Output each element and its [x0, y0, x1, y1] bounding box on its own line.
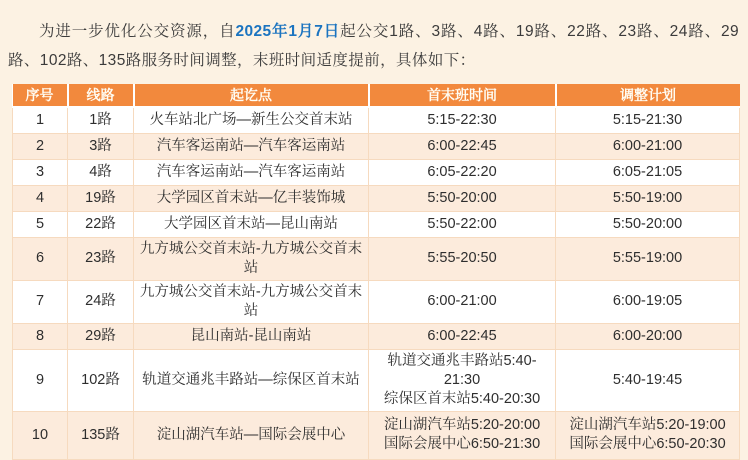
header-endpoints: 起讫点	[134, 84, 369, 107]
cell-adjustment-plan: 淀山湖汽车站5:20-19:00 国际会展中心6:50-20:30	[556, 411, 740, 459]
cell-route: 3路	[68, 133, 134, 159]
table-row	[13, 185, 740, 211]
cell-endpoints: 大学园区首末站—昆山南站	[134, 211, 369, 237]
table-row	[13, 280, 740, 323]
cell-serial-number: 10	[13, 411, 68, 459]
cell-first-last-times: 轨道交通兆丰路站5:40-21:30 综保区首末站5:40-20:30	[369, 349, 556, 411]
cell-route: 22路	[68, 211, 134, 237]
cell-route: 23路	[68, 237, 134, 280]
cell-endpoints: 轨道交通兆丰路站—综保区首末站	[134, 349, 369, 411]
cell-endpoints: 汽车客运南站—汽车客运南站	[134, 133, 369, 159]
table-row	[13, 323, 740, 349]
intro-text-before: 为进一步优化公交资源，自	[39, 23, 236, 40]
cell-serial-number: 5	[13, 211, 68, 237]
cell-route: 135路	[68, 411, 134, 459]
cell-first-last-times: 5:15-22:30	[369, 107, 556, 133]
cell-first-last-times: 6:00-21:00	[369, 280, 556, 323]
cell-route: 102路	[68, 349, 134, 411]
cell-endpoints: 九方城公交首末站-九方城公交首末站	[134, 237, 369, 280]
cell-endpoints: 汽车客运南站—汽车客运南站	[134, 159, 369, 185]
cell-endpoints: 火车站北广场—新生公交首末站	[134, 107, 369, 133]
header-first-last-times: 首末班时间	[369, 84, 556, 107]
table-row	[13, 107, 740, 133]
cell-serial-number: 3	[13, 159, 68, 185]
table-row	[13, 237, 740, 280]
cell-first-last-times: 6:05-22:20	[369, 159, 556, 185]
table-header-row	[13, 84, 740, 107]
table-row	[13, 133, 740, 159]
header-adjustment-plan: 调整计划	[556, 84, 740, 107]
table-row	[13, 349, 740, 411]
cell-first-last-times: 5:50-22:00	[369, 211, 556, 237]
cell-adjustment-plan: 5:50-19:00	[556, 185, 740, 211]
cell-serial-number: 9	[13, 349, 68, 411]
cell-endpoints: 九方城公交首末站-九方城公交首末站	[134, 280, 369, 323]
cell-route: 4路	[68, 159, 134, 185]
cell-first-last-times: 6:00-22:45	[369, 323, 556, 349]
cell-serial-number: 8	[13, 323, 68, 349]
cell-route: 1路	[68, 107, 134, 133]
header-route: 线路	[68, 84, 134, 107]
cell-endpoints: 大学园区首末站—亿丰装饰城	[134, 185, 369, 211]
header-serial-number: 序号	[13, 84, 68, 107]
cell-adjustment-plan: 5:15-21:30	[556, 107, 740, 133]
cell-serial-number: 2	[13, 133, 68, 159]
cell-adjustment-plan: 5:55-19:00	[556, 237, 740, 280]
cell-endpoints: 淀山湖汽车站—国际会展中心	[134, 411, 369, 459]
intro-text-after: 起公交1路、3路、4路、19路、22路、23路、24路、29路、102路、135路服务时间调整，末班时间适度提前，具体如下：	[8, 23, 739, 69]
cell-serial-number: 1	[13, 107, 68, 133]
effective-date: 2025年1月7日	[235, 23, 341, 40]
cell-adjustment-plan: 5:40-19:45	[556, 349, 740, 411]
cell-adjustment-plan: 6:00-20:00	[556, 323, 740, 349]
cell-serial-number: 4	[13, 185, 68, 211]
cell-first-last-times: 6:00-22:45	[369, 133, 556, 159]
cell-first-last-times: 5:55-20:50	[369, 237, 556, 280]
cell-route: 24路	[68, 280, 134, 323]
cell-serial-number: 6	[13, 237, 68, 280]
cell-route: 29路	[68, 323, 134, 349]
cell-route: 19路	[68, 185, 134, 211]
table-row	[13, 411, 740, 459]
cell-adjustment-plan: 6:05-21:05	[556, 159, 740, 185]
cell-first-last-times: 5:50-20:00	[369, 185, 556, 211]
intro-paragraph	[8, 17, 739, 75]
cell-endpoints: 昆山南站-昆山南站	[134, 323, 369, 349]
cell-serial-number: 7	[13, 280, 68, 323]
bus-schedule-table	[12, 84, 740, 460]
cell-first-last-times: 淀山湖汽车站5:20-20:00 国际会展中心6:50-21:30	[369, 411, 556, 459]
table-row	[13, 211, 740, 237]
cell-adjustment-plan: 6:00-19:05	[556, 280, 740, 323]
table-row	[13, 159, 740, 185]
cell-adjustment-plan: 5:50-20:00	[556, 211, 740, 237]
cell-adjustment-plan: 6:00-21:00	[556, 133, 740, 159]
